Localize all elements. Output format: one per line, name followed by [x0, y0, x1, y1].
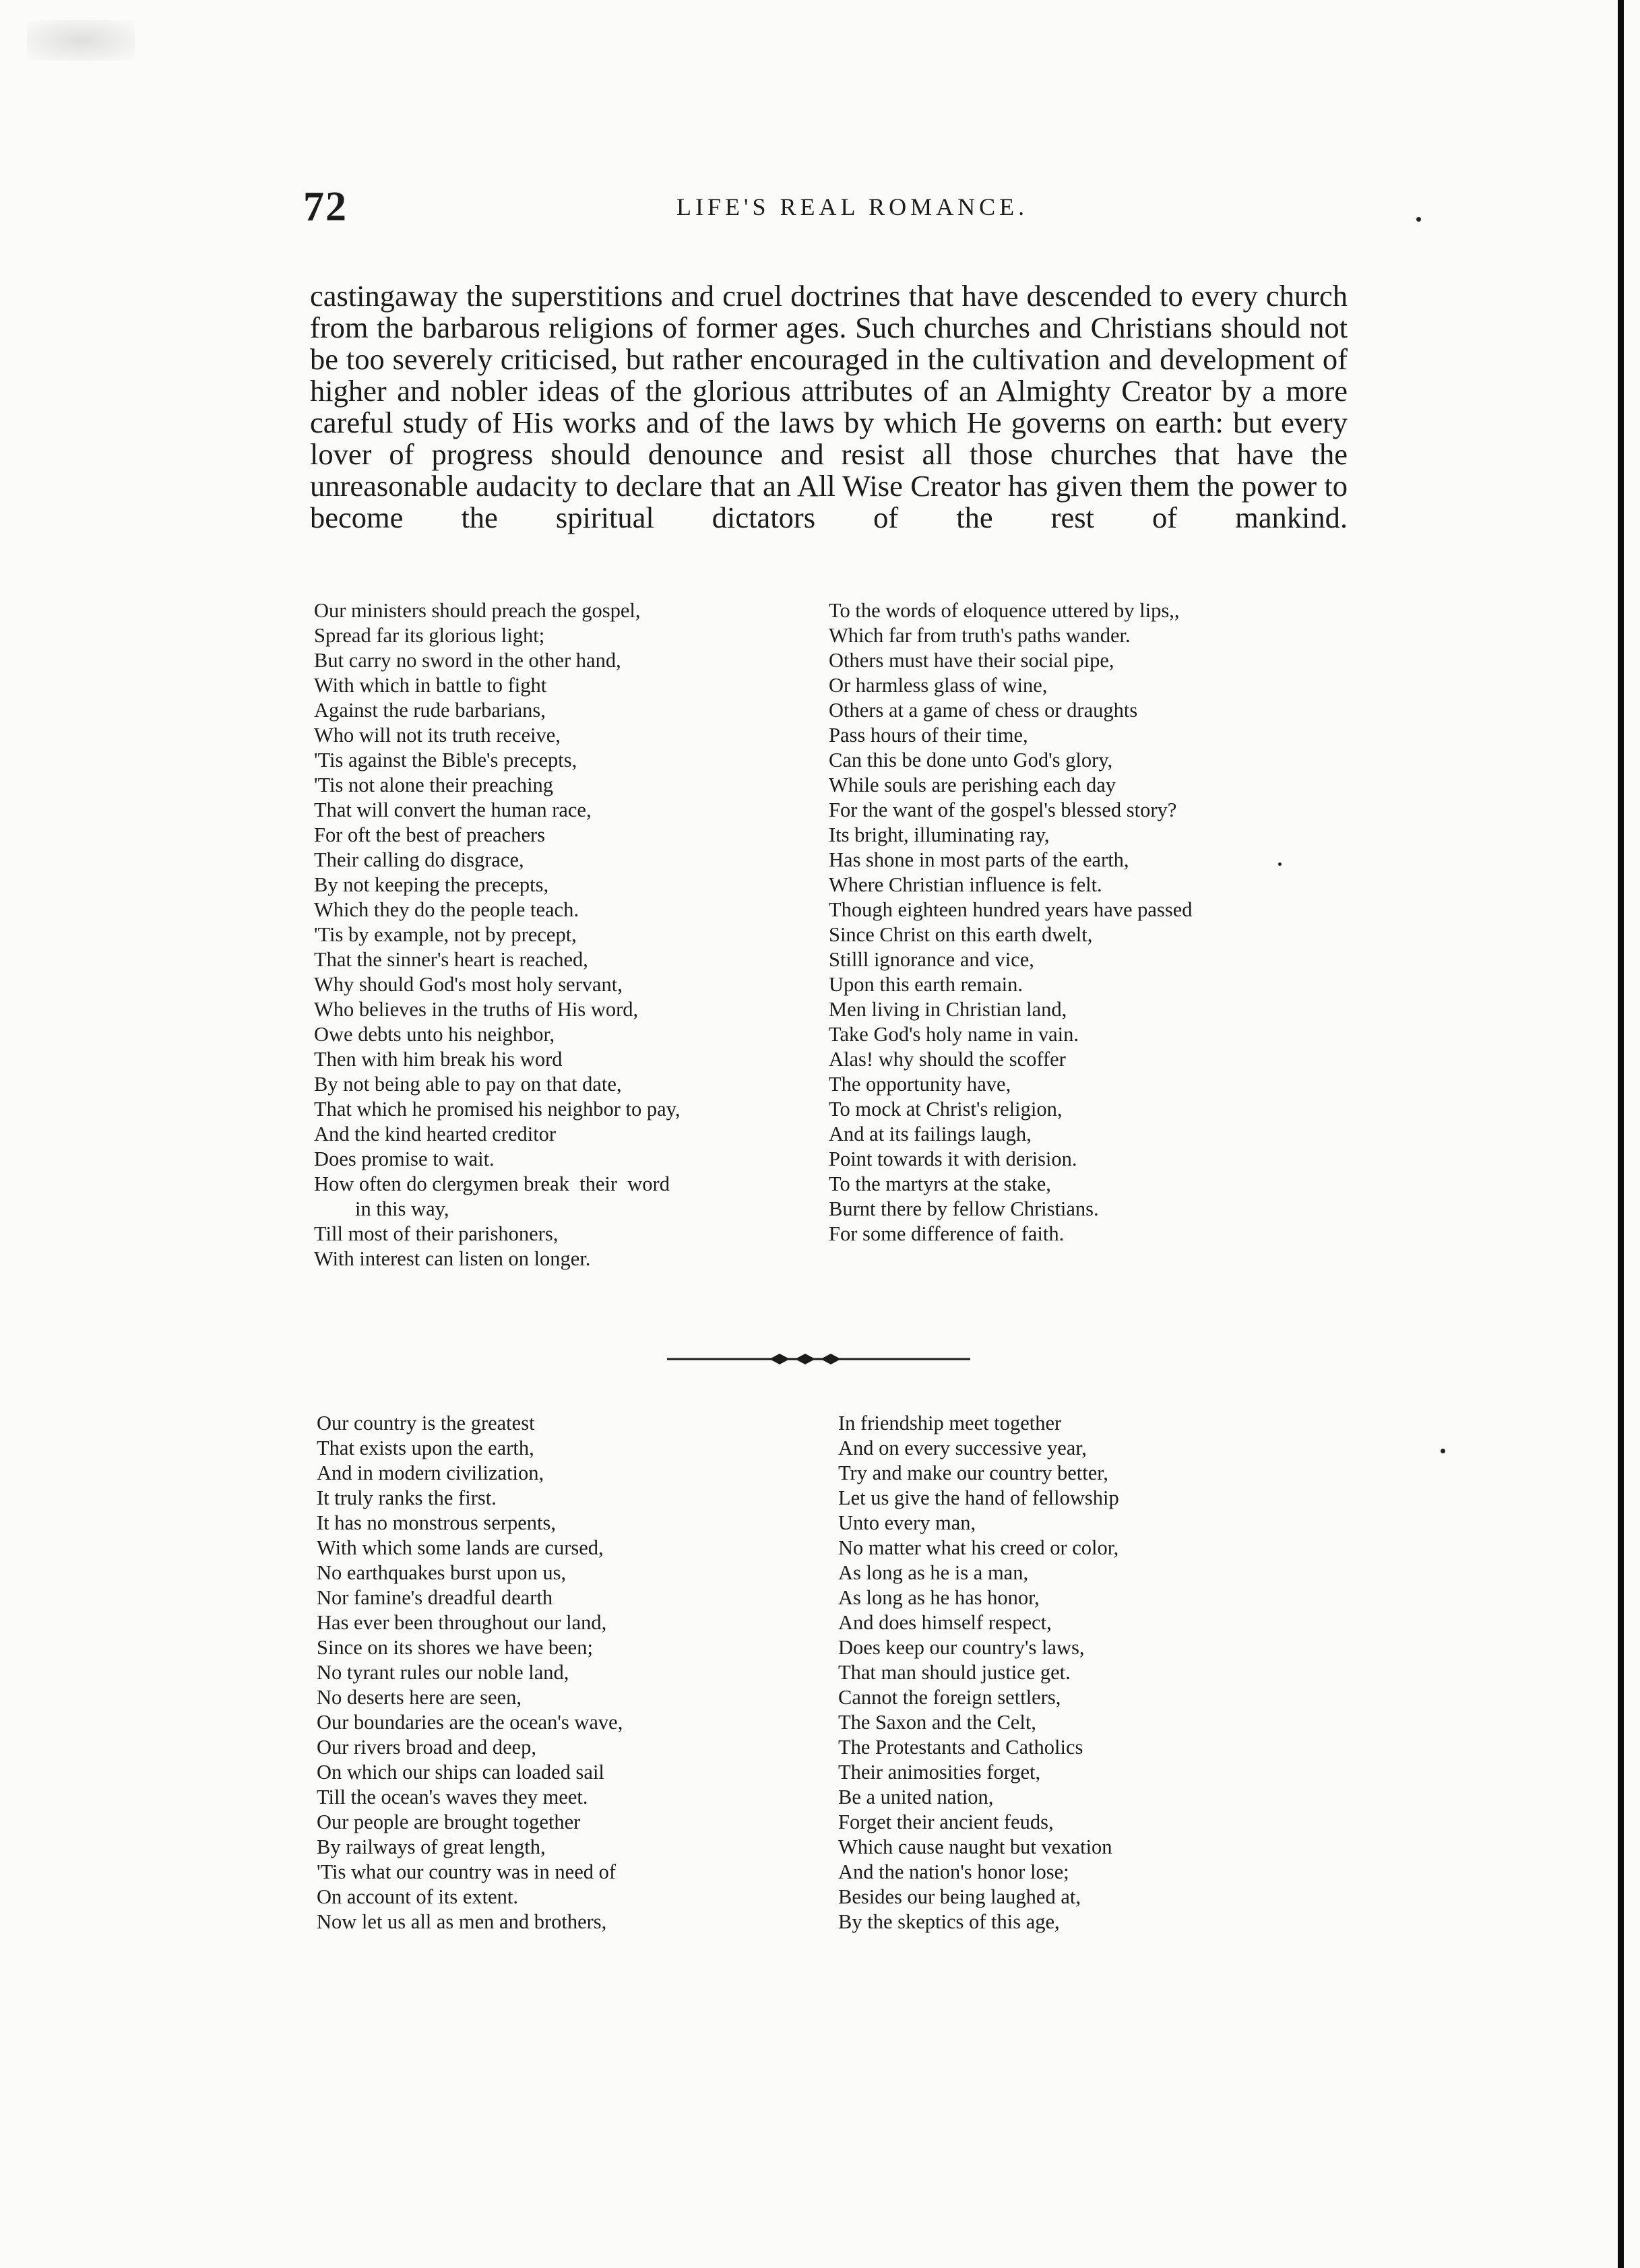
- verse-line: No tyrant rules our noble land,: [317, 1661, 569, 1684]
- verse-line: By railways of great length,: [317, 1835, 546, 1858]
- verse-line: Has ever been throughout our land,: [317, 1611, 607, 1634]
- verse-line: 'Tis against the Bible's precepts,: [314, 749, 577, 771]
- verse-line: Who believes in the truths of His word,: [314, 998, 639, 1021]
- verse-line: Stilll ignorance and vice,: [829, 948, 1034, 971]
- verse-line: Though eighteen hundred years have passed: [829, 898, 1193, 921]
- verse-line: Try and make our country better,: [838, 1461, 1108, 1484]
- verse-line: But carry no sword in the other hand,: [314, 649, 621, 672]
- verse-line: No matter what his creed or color,: [838, 1536, 1119, 1559]
- running-title: LIFE'S REAL ROMANCE.: [676, 193, 1029, 220]
- verse-line: The Protestants and Catholics: [838, 1736, 1083, 1759]
- verse-line: Take God's holy name in vain.: [829, 1023, 1079, 1046]
- verse-line: Can this be done unto God's glory,: [829, 749, 1113, 771]
- page-number: 72: [303, 184, 348, 230]
- verse-line: Our boundaries are the ocean's wave,: [317, 1711, 623, 1734]
- verse-line: Owe debts unto his neighbor,: [314, 1023, 555, 1046]
- verse-line: Our people are brought together: [317, 1810, 581, 1833]
- verse-line: That the sinner's heart is reached,: [314, 948, 588, 971]
- verse-line: Which they do the people teach.: [314, 898, 579, 921]
- verse-line: Cannot the foreign settlers,: [838, 1686, 1061, 1709]
- speck: [1278, 862, 1282, 866]
- verse-line: To the words of eloquence uttered by lips,,: [829, 599, 1180, 622]
- poem-two-left-column: [317, 1411, 623, 1934]
- verse-line: Let us give the hand of fellowship: [838, 1486, 1119, 1509]
- verse-line: And in modern civilization,: [317, 1461, 544, 1484]
- verse-line: For some difference of faith.: [829, 1222, 1065, 1245]
- verse-line: And the kind hearted creditor: [314, 1123, 557, 1145]
- verse-line: Their animosities forget,: [838, 1761, 1041, 1784]
- verse-line: Which cause naught but vexation: [838, 1835, 1112, 1858]
- verse-line: It truly ranks the first.: [317, 1486, 497, 1509]
- verse-line: Forget their ancient feuds,: [838, 1810, 1054, 1833]
- verse-line: That exists upon the earth,: [317, 1437, 534, 1459]
- verse-line: No deserts here are seen,: [317, 1686, 522, 1709]
- verse-line: No earthquakes burst upon us,: [317, 1561, 567, 1584]
- verse-line: To the martyrs at the stake,: [829, 1172, 1051, 1195]
- verse-line: Till the ocean's waves they meet.: [317, 1786, 588, 1808]
- verse-line: That which he promised his neighbor to pay,: [314, 1098, 681, 1121]
- verse-line: Since Christ on this earth dwelt,: [829, 923, 1093, 946]
- verse-line: Pass hours of their time,: [829, 724, 1028, 747]
- verse-line: Others must have their social pipe,: [829, 649, 1114, 672]
- verse-line: The Saxon and the Celt,: [838, 1711, 1036, 1734]
- verse-line: As long as he is a man,: [838, 1561, 1029, 1584]
- speck: [1441, 1449, 1445, 1453]
- verse-line: Which far from truth's paths wander.: [829, 624, 1131, 647]
- verse-line: Then with him break his word: [314, 1048, 563, 1071]
- verse-line: On which our ships can loaded sail: [317, 1761, 604, 1784]
- verse-line: That will convert the human race,: [314, 798, 592, 821]
- poem-one-right-column: [829, 598, 1193, 1247]
- verse-line: Against the rude barbarians,: [314, 699, 546, 722]
- verse-line: Does keep our country's laws,: [838, 1636, 1085, 1659]
- verse-line: Be a united nation,: [838, 1786, 994, 1808]
- verse-line: Who will not its truth receive,: [314, 724, 561, 747]
- section-divider: [667, 1349, 970, 1369]
- verse-line: And the nation's honor lose;: [838, 1860, 1069, 1883]
- verse-line: Their calling do disgrace,: [314, 848, 524, 871]
- verse-line: Alas! why should the scoffer: [829, 1048, 1066, 1071]
- verse-line: It has no monstrous serpents,: [317, 1511, 556, 1534]
- verse-line: And at its failings laugh,: [829, 1123, 1032, 1145]
- verse-line: Its bright, illuminating ray,: [829, 823, 1050, 846]
- verse-line: 'Tis by example, not by precept,: [314, 923, 577, 946]
- verse-line: Does promise to wait.: [314, 1147, 495, 1170]
- poem-one-left-column: [314, 598, 681, 1271]
- verse-line: Unto every man,: [838, 1511, 976, 1534]
- verse-line: Our country is the greatest: [317, 1412, 535, 1435]
- prose-paragraph: castingaway the superstitions and cruel doctrines that have descended to every church from the barbarous religions of former ages. Such churches and Christians should not be too severely criticised, but rather encouraged in the cultivation and development of higher and nobler ideas of the glorious attributes of an Almighty Creator by a more careful study of His works and of the laws by which He governs on earth: but every lover of progress should denounce and resist all those churches that have the unreasonable audacity to declare that an All Wise Creator has given them the power to become the spiritual dictators of the rest of mankind.: [310, 279, 1348, 534]
- verse-line: Our rivers broad and deep,: [317, 1736, 537, 1759]
- verse-line: And on every successive year,: [838, 1437, 1087, 1459]
- verse-line: Now let us all as men and brothers,: [317, 1910, 607, 1933]
- poem-two-right-column: [838, 1411, 1119, 1934]
- verse-line: Has shone in most parts of the earth,: [829, 848, 1129, 871]
- verse-line: To mock at Christ's religion,: [829, 1098, 1063, 1121]
- verse-line: That man should justice get.: [838, 1661, 1071, 1684]
- verse-line: And does himself respect,: [838, 1611, 1052, 1634]
- verse-line: While souls are perishing each day: [829, 774, 1116, 796]
- verse-line: Besides our being laughed at,: [838, 1885, 1081, 1908]
- verse-line: Burnt there by fellow Christians.: [829, 1197, 1099, 1220]
- verse-line: Our ministers should preach the gospel,: [314, 599, 641, 622]
- verse-line: With interest can listen on longer.: [314, 1247, 591, 1270]
- verse-line: Why should God's most holy servant,: [314, 973, 623, 996]
- verse-line: In friendship meet together: [838, 1412, 1062, 1435]
- verse-line: For the want of the gospel's blessed story?: [829, 798, 1177, 821]
- verse-line: With which some lands are cursed,: [317, 1536, 604, 1559]
- verse-line: By not being able to pay on that date,: [314, 1073, 622, 1096]
- verse-line: Men living in Christian land,: [829, 998, 1067, 1021]
- verse-line: As long as he has honor,: [838, 1586, 1040, 1609]
- verse-line: Since on its shores we have been;: [317, 1636, 593, 1659]
- verse-line: Or harmless glass of wine,: [829, 674, 1048, 697]
- verse-line: Others at a game of chess or draughts: [829, 699, 1138, 722]
- verse-line: The opportunity have,: [829, 1073, 1011, 1096]
- verse-line: How often do clergymen break their word: [314, 1172, 670, 1195]
- verse-line: Spread far its glorious light;: [314, 624, 545, 647]
- verse-line: Point towards it with derision.: [829, 1147, 1077, 1170]
- speck: [1416, 217, 1421, 222]
- verse-line: On account of its extent.: [317, 1885, 518, 1908]
- scan-smudge: [27, 20, 135, 61]
- verse-line: Upon this earth remain.: [829, 973, 1023, 996]
- verse-line: For oft the best of preachers: [314, 823, 546, 846]
- verse-line: 'Tis not alone their preaching: [314, 774, 554, 796]
- verse-line: By not keeping the precepts,: [314, 873, 549, 896]
- verse-line: With which in battle to fight: [314, 674, 547, 697]
- verse-line: in this way,: [314, 1197, 449, 1220]
- verse-line: Nor famine's dreadful dearth: [317, 1586, 553, 1609]
- verse-line: 'Tis what our country was in need of: [317, 1860, 617, 1883]
- verse-line: Till most of their parishoners,: [314, 1222, 559, 1245]
- verse-line: By the skeptics of this age,: [838, 1910, 1060, 1933]
- verse-line: Where Christian influence is felt.: [829, 873, 1102, 896]
- page-edge: [1618, 0, 1624, 2268]
